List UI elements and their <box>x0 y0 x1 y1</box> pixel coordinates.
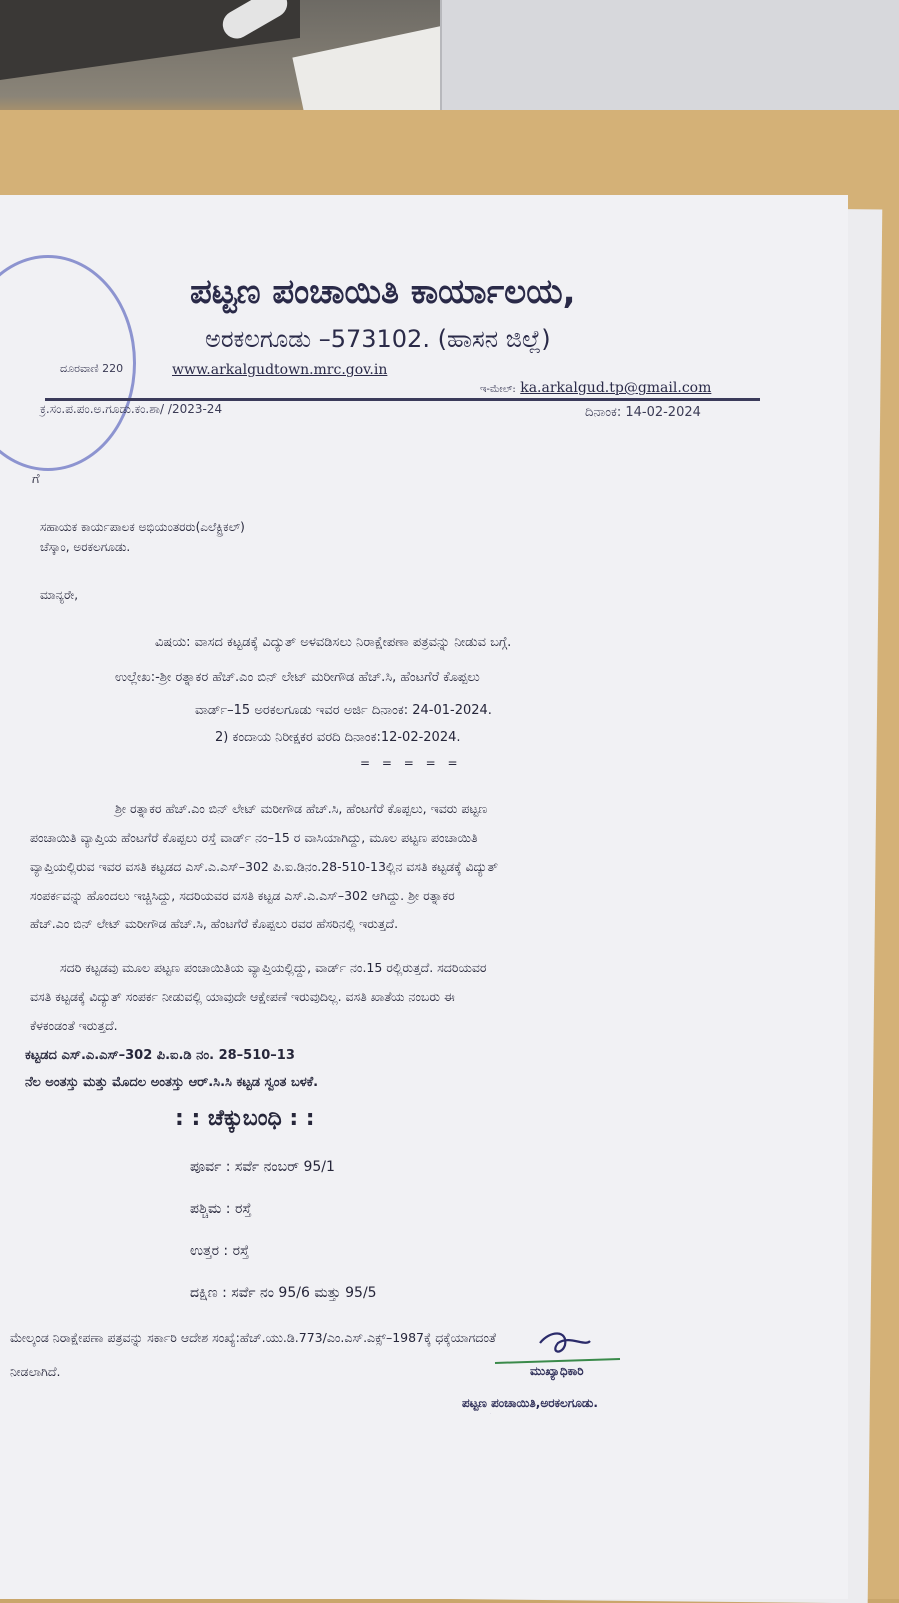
building-id: ಕಟ್ಟಡದ ಎಸ್.ಎ.ಎಸ್–302 ಪಿ.ಐ.ಡಿ ನಂ. 28–510–13 <box>25 1048 295 1063</box>
boundary-west: ಪಶ್ಚಿಮ : ರಸ್ತೆ <box>190 1201 252 1217</box>
body-line-4: ಸಂಪರ್ಕವನ್ನು ಹೊಂದಲು ಇಚ್ಚಿಸಿದ್ದು, ಸದರಿಯವರ ವಸತಿ ಕಟ್ಟಡ ಎಸ್.ಎ.ಎಸ್–302 ಆಗಿದ್ದು. ಶ್ರೀ ರತ್ನಾಕರ <box>30 888 455 903</box>
boundaries-heading: : : ಚೆಕ್ಕುಬಂಧಿ : : <box>175 1106 315 1131</box>
email-address: ka.arkalgud.tp@gmail.com <box>520 380 712 396</box>
signatory-title: ಮುಖ್ಯಾಧಿಕಾರಿ <box>530 1364 584 1378</box>
header-rule <box>45 398 760 401</box>
body-line-6: ಸದರಿ ಕಟ್ಟಡವು ಮೂಲ ಪಟ್ಟಣ ಪಂಚಾಯಿತಿಯ ವ್ಯಾಪ್ತಿಯಲ್ಲಿದ್ದು, ವಾರ್ಡ್ ನಂ.15 ರಲ್ಲಿರುತ್ತದೆ. ಸದರಿಯವರ <box>60 960 487 975</box>
body-line-1: ಶ್ರೀ ರತ್ನಾಕರ ಹೆಚ್.ಎಂ ಬಿನ್ ಲೇಟ್ ಮರೀಗೌಡ ಹೆಚ್.ಸಿ, ಹೆಂಟಗೆರೆ ಕೊಪ್ಪಲು, ಇವರು ಪಟ್ಟಣ <box>115 801 488 816</box>
boundary-east: ಪೂರ್ವ : ಸರ್ವೆ ನಂಬರ್ 95/1 <box>190 1159 335 1175</box>
body-line-5: ಹೆಚ್.ಎಂ ಬಿನ್ ಲೇಟ್ ಮರೀಗೌಡ ಹೆಚ್.ಸಿ, ಹೆಂಟಗೆರೆ ಕೊಪ್ಪಲು ರವರ ಹೆಸರಿನಲ್ಲಿ ಇರುತ್ತದೆ. <box>30 916 399 931</box>
letter-date: ದಿನಾಂಕ: 14-02-2024 <box>585 405 701 420</box>
body-line-8: ಕೆಳಕಂಡಂತೆ ಇರುತ್ತದೆ. <box>30 1018 118 1033</box>
addressee-line-2: ಚೆಸ್ಕಾಂ, ಅರಕಲಗೂಡು. <box>40 540 131 554</box>
body-line-7: ವಸತಿ ಕಟ್ಟಡಕ್ಕೆ ವಿದ್ಯುತ್ ಸಂಪರ್ಕ ನೀಡುವಲ್ಲಿ ಯಾವುದೇ ಆಕ್ಷೇಪಣೆ ಇರುವುದಿಲ್ಲ. ವಸತಿ ಖಾತೆಯ ನಂಬರು ಈ <box>30 989 455 1004</box>
boundary-south: ದಕ್ಷಿಣ : ಸರ್ವೆ ನಂ 95/6 ಮತ್ತು 95/5 <box>190 1285 377 1301</box>
email-block <box>480 380 711 396</box>
addressee-line-1: ಸಹಾಯಕ ಕಾರ್ಯಪಾಲಕ ಅಭಿಯಂತರರು(ಎಲೆಕ್ಟ್ರಿಕಲ್) <box>40 520 245 534</box>
closing-line-1: ಮೇಲ್ಕಂಡ ನಿರಾಕ್ಷೇಪಣಾ ಪತ್ರವನ್ನು ಸರ್ಕಾರಿ ಆದೇಶ ಸಂಖ್ಯೆ:ಹೆಚ್.ಯು.ಡಿ.773/ಎಂ.ಎಸ್.ಎಕ್ಸ್–1987ಕ್ಕೆ ಧಕ್ಕೆಯಾಗದಂತೆ <box>10 1330 496 1345</box>
boundary-north: ಉತ್ತರ : ರಸ್ತೆ <box>190 1243 250 1259</box>
salutation: ಮಾನ್ಯರೇ, <box>40 588 79 602</box>
reference-line-2: ವಾರ್ಡ್–15 ಅರಕಲಗೂಡು ಇವರ ಅರ್ಜಿ ದಿನಾಂಕ: 24-01-2024. <box>195 703 492 718</box>
body-line-3: ವ್ಯಾಪ್ತಿಯಲ್ಲಿರುವ ಇವರ ವಸತಿ ಕಟ್ಟಡದ ಎಸ್.ಎ.ಎಸ್–302 ಪಿ.ಐ.ಡಿನಂ.28-510-13ಲ್ಲಿನ ವಸತಿ ಕಟ್ಟಡಕ್ಕೆ ವಿದ್ಯುತ್ <box>30 859 498 874</box>
closing-line-2: ನೀಡಲಾಗಿದೆ. <box>10 1364 61 1379</box>
office-title: ಪಟ್ಟಣ ಪಂಚಾಯಿತಿ ಕಾರ್ಯಾಲಯ, <box>190 272 576 312</box>
email-label: ಇ-ಮೇಲ್: <box>480 384 516 395</box>
separator: = = = = = <box>360 756 462 770</box>
website: www.arkalgudtown.mrc.gov.in <box>172 362 388 378</box>
body-line-2: ಪಂಚಾಯಿತಿ ವ್ಯಾಪ್ತಿಯ ಹೆಂಟಗೆರೆ ಕೊಪ್ಪಲು ರಸ್ತೆ ವಾರ್ಡ್ ನಂ–15 ರ ವಾಸಿಯಾಗಿದ್ದು, ಮೂಲ ಪಟ್ಟಣ ಪಂಚಾಯಿತಿ <box>30 830 478 845</box>
reference-line-3: 2) ಕಂದಾಯ ನಿರೀಕ್ಷಕರ ವರದಿ ದಿನಾಂಕ:12-02-2024. <box>215 730 461 745</box>
phone-number: ದೂರವಾಣಿ 220 <box>60 362 124 375</box>
signature <box>490 1325 720 1445</box>
addressee-to: ಗೆ <box>32 472 40 487</box>
background-papers <box>440 0 899 125</box>
subject-line-1: ವಿಷಯ: ವಾಸದ ಕಟ್ಟಡಕ್ಕೆ ವಿದ್ಯುತ್ ಅಳವಡಿಸಲು ನಿರಾಕ್ಷೇಪಣಾ ಪತ್ರವನ್ನು ನೀಡುವ ಬಗ್ಗೆ. <box>155 635 512 650</box>
reference-number: ಕ್ರ.ಸಂ.ಪ.ಪಂ.ಅ.ಗೂಡು.ಕಂ.ಶಾ/ /2023-24 <box>40 402 223 416</box>
signatory-office: ಪಟ್ಟಣ ಪಂಚಾಯಿತಿ,ಅರಕಲಗೂಡು. <box>462 1396 598 1410</box>
reference-line-1: ಉಲ್ಲೇಖ:-ಶ್ರೀ ರತ್ನಾಕರ ಹೆಚ್.ಎಂ ಬಿನ್ ಲೇಟ್ ಮರೀಗೌಡ ಹೆಚ್.ಸಿ, ಹೆಂಟಗೆರೆ ಕೊಪ್ಪಲು <box>115 670 480 685</box>
building-description: ನೆಲ ಅಂತಸ್ತು ಮತ್ತು ಮೊದಲ ಅಂತಸ್ತು ಆರ್.ಸಿ.ಸಿ ಕಟ್ಟಡ ಸ್ವಂತ ಬಳಕೆ. <box>25 1075 319 1090</box>
office-address: ಅರಕಲಗೂಡು –573102. (ಹಾಸನ ಜಿಲ್ಲೆ) <box>205 325 551 353</box>
